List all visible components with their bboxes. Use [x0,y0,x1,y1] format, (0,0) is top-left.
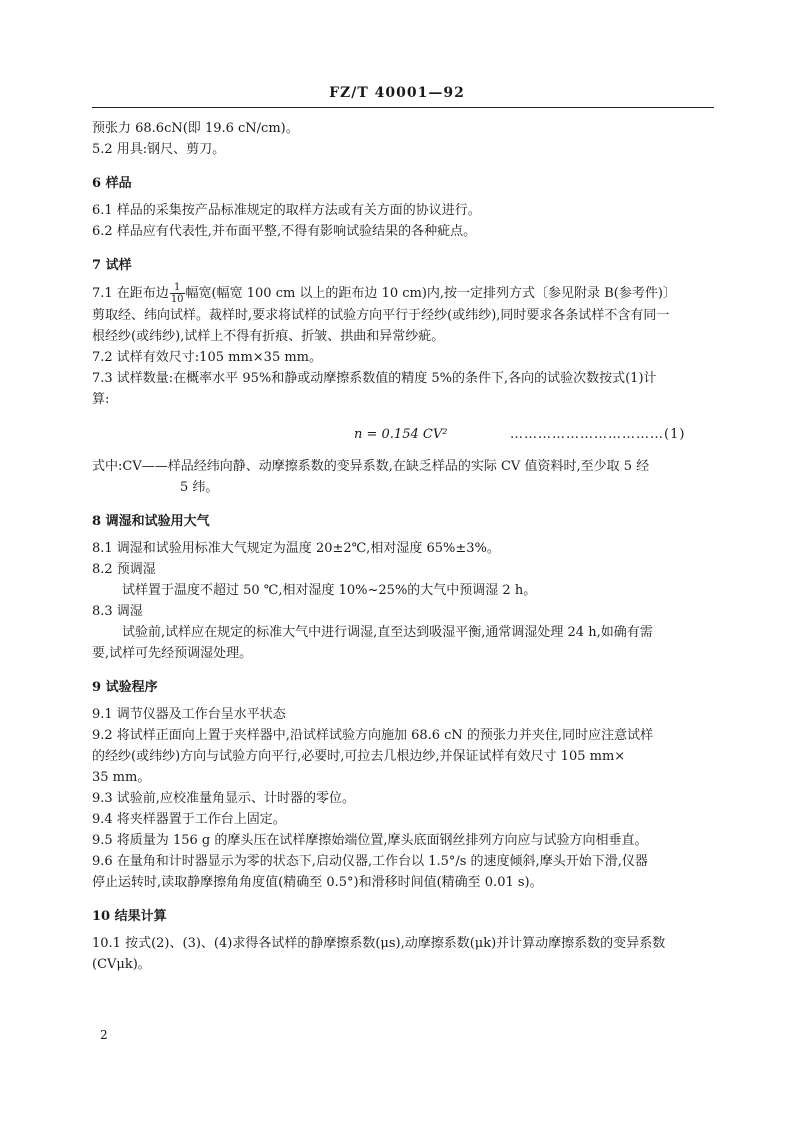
clause-9-5: 9.5 将质量为 156 g 的摩头压在试样摩擦始端位置,摩头底面钢丝排列方向应与试验方向相垂直。 [92,833,648,848]
paragraph: 停止运转时,读取静摩擦角角度值(精确至 0.5°)和滑移时间值(精确至 0.01 s)。 [92,875,543,890]
page-number: 2 [100,1028,108,1042]
clause-5-2: 5.2 用具:钢尺、剪刀。 [92,142,226,157]
standard-code: FZ/T 40001—92 [329,85,465,101]
paragraph: 试样置于温度不超过 50 ℃,相对湿度 10%~25%的大气中预调湿 2 h。 [122,583,537,598]
fraction-denominator: 10 [170,294,184,305]
clause-7-1-text-a: 7.1 在距布边 [92,286,169,301]
section-heading-9: 9 试验程序 [92,680,158,695]
fraction [170,282,185,305]
header-rule [92,107,714,108]
clause-7-3: 7.3 试样数量:在概率水平 95%和静或动摩擦系数值的精度 5%的条件下,各向的试验次数按式(1)计 [92,371,657,386]
paragraph: 剪取经、纬向试样。裁样时,要求将试样的试验方向平行于经纱(或纬纱),同时要求各条试样不含有同一 [92,308,670,323]
clause-9-2: 9.2 将试样正面向上置于夹样器中,沿试样试验方向施加 68.6 cN 的预张力并夹住,同时应注意试样 [92,728,654,743]
clause-6-1: 6.1 样品的采集按产品标准规定的取样方法或有关方面的协议进行。 [92,203,481,218]
clause-7-1 [92,282,714,305]
section-heading-8: 8 调湿和试验用大气 [92,514,210,529]
clause-9-6: 9.6 在量角和计时器显示为零的状态下,启动仪器,工作台以 1.5°/s 的速度倾斜,摩头开始下滑,仪器 [92,854,648,869]
document-body [92,118,714,975]
clause-9-4: 9.4 将夹样器置于工作台上固定。 [92,812,286,827]
section-heading-6: 6 样品 [92,176,132,191]
formula-row [92,418,714,448]
clause-7-2: 7.2 试样有效尺寸:105 mm×35 mm。 [92,350,323,365]
clause-8-3: 8.3 调湿 [92,604,143,619]
section-heading-10: 10 结果计算 [92,909,167,924]
paragraph: 预张力 68.6cN(即 19.6 cN/cm)。 [92,121,299,136]
clause-9-1: 9.1 调节仪器及工作台呈水平状态 [92,707,286,722]
paragraph: 的经纱(或纬纱)方向与试验方向平行,必要时,可拉去几根边纱,并保证试样有效尺寸 105 mm× [92,749,626,764]
clause-9-3: 9.3 试验前,应校准量角显示、计时器的零位。 [92,791,355,806]
formula-reference: ……………………………(1) [510,427,686,442]
formula-legend-cont: 5 纬。 [180,480,219,495]
formula-legend: 式中:CV——样品经纬向静、动摩擦系数的变异系数,在缺乏样品的实际 CV 值资料时,至少取 5 经 [92,459,650,474]
clause-10-1: 10.1 按式(2)、(3)、(4)求得各试样的静摩擦系数(μs),动摩擦系数(μk)并计算动摩擦系数的变异系数 [92,936,666,951]
fraction-numerator: 1 [170,282,185,294]
clause-8-2: 8.2 预调湿 [92,562,156,577]
clause-7-1-text-b: 幅宽(幅宽 100 cm 以上的距布边 10 cm)内,按一定排列方式〔参见附录 B(参考件)〕 [185,286,676,301]
paragraph: (CVμk)。 [92,957,151,972]
clause-6-2: 6.2 样品应有代表性,并布面平整,不得有影响试验结果的各种疵点。 [92,224,477,239]
paragraph: 35 mm。 [92,770,151,785]
paragraph: 根经纱(或纬纱),试样上不得有折痕、折皱、拱曲和异常纱疵。 [92,329,445,344]
paragraph: 算: [92,392,110,407]
paragraph: 试验前,试样应在规定的标准大气中进行调湿,直至达到吸湿平衡,通常调湿处理 24 h,如确有需 [122,625,653,640]
section-heading-7: 7 试样 [92,258,132,273]
formula: n = 0.154 CV² [354,427,448,442]
clause-8-1: 8.1 调湿和试验用标准大气规定为温度 20±2℃,相对湿度 65%±3%。 [92,541,500,556]
paragraph: 要,试样可先经预调湿处理。 [92,646,253,661]
